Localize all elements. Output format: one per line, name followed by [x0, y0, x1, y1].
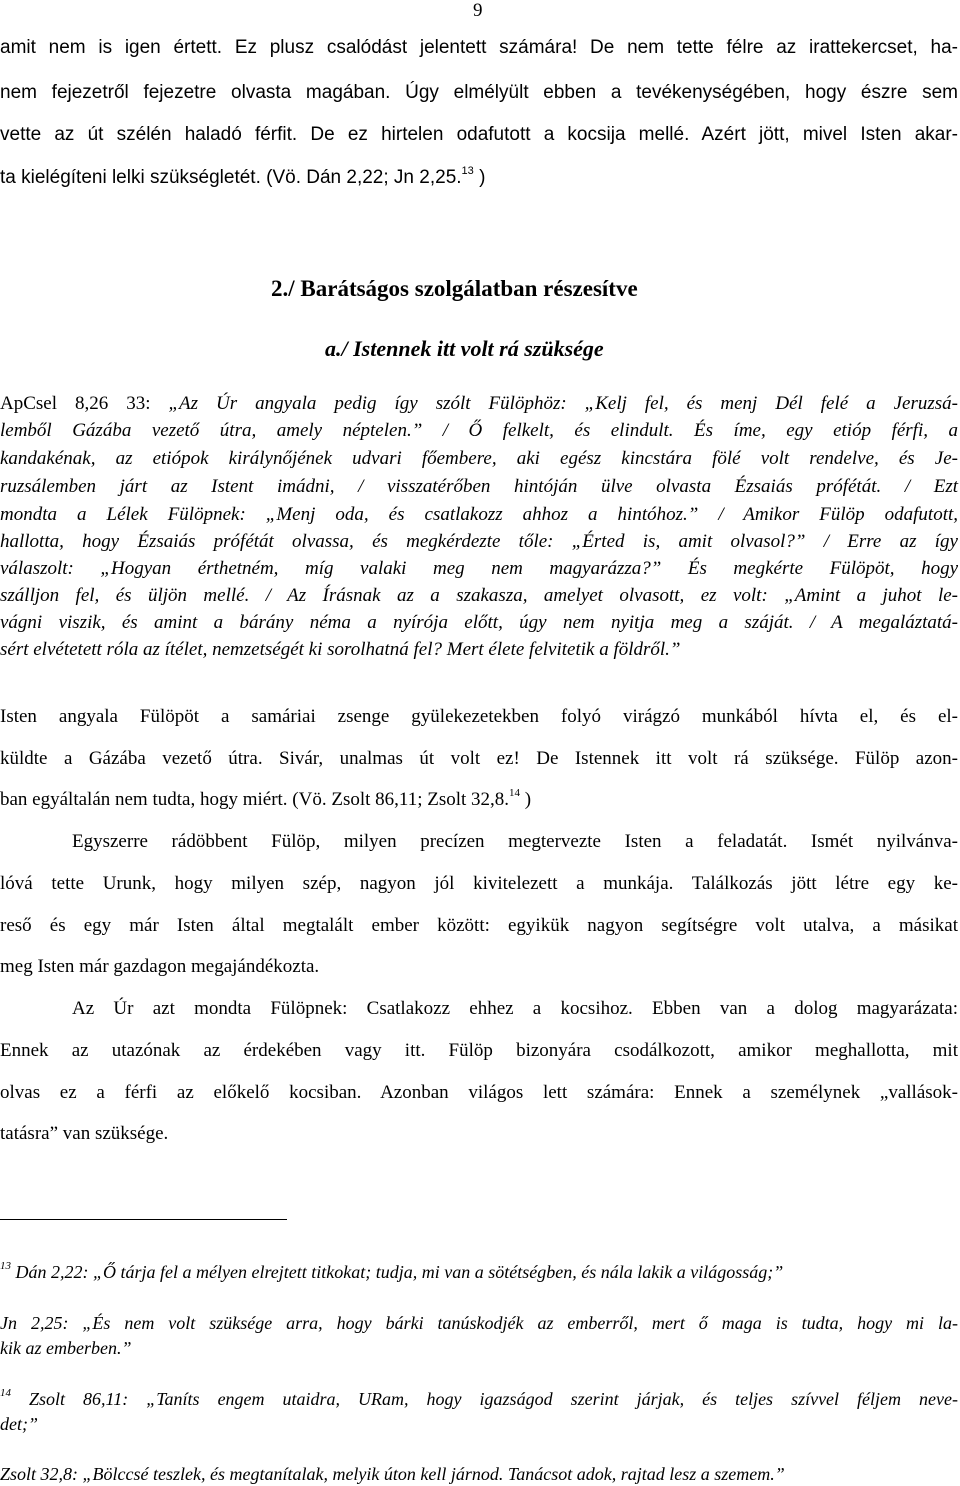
section-heading: 2./ Barátságos szolgálatban részesítve: [271, 276, 638, 301]
footnote-13-jn-line-2: kik az emberben.”: [0, 1338, 132, 1358]
scripture-line-2: lemből Gázába vezető útra, amely néptelen.” / Ő felkelt, és elindult. És íme, egy etióp férfi, a: [0, 420, 958, 441]
body-line-1: Isten angyala Fülöpöt a samáriai zsenge gyülekezetekben folyó virágzó munkából hívta el, és el-: [0, 706, 958, 727]
footnote-14-marker: 14: [0, 1387, 11, 1399]
subsection-heading: a./ Istennek itt volt rá szüksége: [325, 336, 604, 361]
intro-line-1: amit nem is igen értett. Ez plusz csalódást jelentett számára! De nem tette félre az irattekercset, ha-: [0, 37, 958, 58]
footnote-14-zsolt-32: Zsolt 32,8: „Bölccsé teszlek, és megtanítalak, melyik úton kell járnod. Tanácsot adok, rajtad lesz a szemem.”: [0, 1464, 785, 1484]
intro-close-paren: ): [479, 167, 486, 188]
scripture-ref: ApCsel 8,26 33:: [0, 393, 169, 414]
scripture-line-7: válaszolt: „Hogyan érthetném, míg valaki meg nem magyarázza?” És megkérte Fülöpöt, hogy: [0, 558, 958, 579]
footnote-13-jn-line-1: Jn 2,25: „És nem volt szüksége arra, hogy bárki tanúskodjék az emberről, mert ő maga is tudta, hogy mi la-: [0, 1313, 958, 1333]
footnote-13-text: Dán 2,22: „Ő tárja fel a mélyen elrejtett titkokat; tudja, mi van a sötétségben, és nála lakik a világosság;”: [11, 1262, 784, 1282]
intro-line-4-text: ta kielégíteni lelki szükségletét. (Vö. Dán 2,22; Jn 2,25.: [0, 167, 462, 188]
body-line-6: reső és egy már Isten által megtalált ember között: egyikük nagyon segítségre volt utalva, a másikat: [0, 915, 958, 936]
footnote-ref-14: 14: [509, 787, 521, 799]
intro-line-4: [0, 167, 485, 189]
footnote-14: [0, 1389, 958, 1410]
body-line-8: Az Úr azt mondta Fülöpnek: Csatlakozz ehhez a kocsihoz. Ebben van a dolog magyarázata:: [72, 998, 958, 1019]
footnote-13: [0, 1262, 783, 1283]
body-line-10: olvas ez a férfi az előkelő kocsiban. Azonban világos lett számára: Ennek a személynek „vallások-: [0, 1082, 958, 1103]
scripture-line-10: sért elvétetett róla az ítélet, nemzetségét ki sorolhatná fel? Mert élete felvitetik a földről.”: [0, 639, 681, 660]
body-line-5: lóvá tette Urunk, hogy milyen szép, nagyon jól kivitelezett a munkája. Találkozás jött létre egy ke-: [0, 873, 958, 894]
scripture-line-9: vágni viszik, és amint a bárány néma a nyírója előtt, úgy nem nyitja meg a száját. / A megaláztatá-: [0, 612, 958, 633]
footnote-14-text: Zsolt 86,11: „Taníts engem utaidra, URam, hogy igazságod szerint járjak, és teljes szívvel féljem neve-: [11, 1389, 958, 1409]
scripture-line-6: hallotta, hogy Ézsaiás prófétát olvassa, és megkérdezte tőle: „Érted is, amit olvasol?” / Erre az így: [0, 531, 958, 552]
scripture-text-1: „Az Úr angyala pedig így szólt Fülöphöz: „Kelj fel, és menj Dél felé a Jeruzsá-: [168, 393, 958, 414]
scripture-line-1: [0, 393, 958, 415]
footnote-ref-13: 13: [461, 165, 474, 177]
scripture-line-8: szálljon fel, és üljön mellé. / Az Írásnak az a szakasza, amelyet olvasott, ez volt: „Amint a juhot le-: [0, 585, 958, 606]
intro-line-3: vette az út szélén haladó férfit. De ez hirtelen odafutott a kocsija mellé. Azért jött, mivel Isten akar-: [0, 124, 958, 145]
footnote-14-line-2: det;”: [0, 1414, 38, 1434]
body-line-3: [0, 789, 531, 811]
body-close-paren: ): [524, 789, 532, 810]
scripture-line-3: kandakénak, az etiópok királynőjének udvari főembere, aki egész kincstára fölé volt rendelve, és Je-: [0, 448, 958, 469]
body-line-4: Egyszerre rádöbbent Fülöp, milyen precízen megtervezte Isten a feladatát. Ismét nyilvánva-: [72, 831, 958, 852]
body-line-3-text: ban egyáltalán nem tudta, hogy miért. (Vö. Zsolt 86,11; Zsolt 32,8.: [0, 789, 510, 810]
footnote-separator: [0, 1219, 287, 1220]
scripture-line-4: ruzsálemben járt az Istent imádni, / visszatérőben hintóján ülve olvasta Ézsaiás prófétát. / Ezt: [0, 476, 958, 497]
body-line-7: meg Isten már gazdagon megajándékozta.: [0, 956, 320, 977]
intro-line-2: nem fejezetről fejezetre olvasta magában. Úgy elmélyült ebben a tevékenységében, hogy észre sem: [0, 82, 958, 103]
scripture-line-5: mondta a Lélek Fülöpnek: „Menj oda, és csatlakozz ahhoz a hintóhoz.” / Amikor Fülöp odafutott,: [0, 504, 958, 525]
footnote-13-marker: 13: [0, 1260, 11, 1272]
body-line-11: tatásra” van szüksége.: [0, 1123, 169, 1144]
page-number: 9: [473, 0, 483, 21]
body-line-2: küldte a Gázába vezető útra. Sivár, unalmas út volt ez! De Istennek itt volt rá szüksége. Fülöp azon-: [0, 748, 958, 769]
body-line-9: Ennek az utazónak az érdekében vagy itt. Fülöp bizonyára csodálkozott, amikor meghallotta, mit: [0, 1040, 958, 1061]
